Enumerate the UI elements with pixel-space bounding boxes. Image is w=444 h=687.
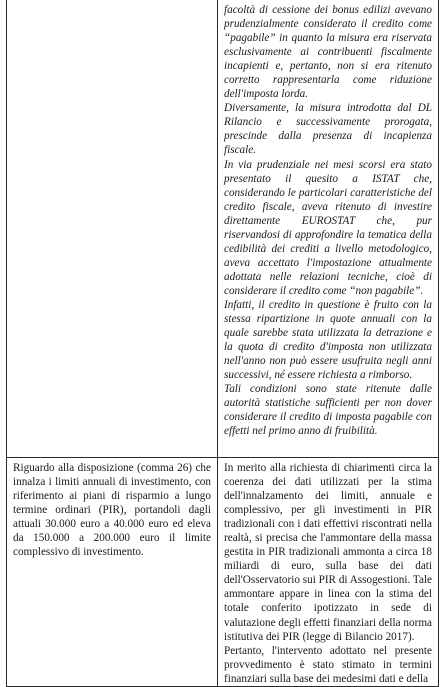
paragraph: Infatti, il credito in questione è fruito con la stessa ripartizione in quote annuali con la quale sarebbe stata utilizzata la detrazione e la quota di credito d'imposta non utilizzata nell'anno non può essere usufruita negli anni successivi, né essere richiesta a rimborso. (224, 298, 432, 382)
paragraph: Pertanto, l'intervento adottato nel presente provvedimento è stato stimato in termini finanziari sulla base dei medesimi dati e della (224, 644, 432, 685)
document-table (6, 0, 439, 687)
table-cell-left (7, 458, 218, 687)
cell-text: Riguardo alla disposizione (comma 26) che innalza i limiti annuali di investimento, con riferimento ai piani di risparmio a lungo termine ordinari (PIR), portandoli dagli attuali 30.000 euro a 40.000 euro ed eleva da 150.000 a 200.000 euro il limite complessivo di investimento. (13, 462, 211, 559)
table-row (7, 458, 439, 687)
table-cell-right (218, 458, 439, 687)
paragraph: Diversamente, la misura introdotta dal DL Rilancio e successivamente prorogata, prescinde dalla presenza di incapienza fiscale. (224, 102, 432, 157)
table-cell-right (218, 0, 439, 458)
table-cell-left (7, 0, 218, 458)
paragraph: In via prudenziale nei mesi scorsi era stato presentato il quesito a ISTAT che, considerando le particolari caratteristiche del credito fiscale, aveva ritenuto di investire direttamente EUROSTAT che, pur riservandosi di approfondire la tematica della cedibilità dei crediti a livello metodologico, aveva accettato l'impostazione attualmente adottata nelle relazioni tecniche, cioè di considerare il credito come “non pagabile”. (224, 158, 432, 297)
paragraph: Tali condizioni sono state ritenute dalle autorità statistiche sufficienti per non dover considerare il credito di imposta pagabile con effetti nel primo anno di fruibilità. (224, 383, 432, 438)
table-row (7, 0, 439, 458)
paragraph: facoltà di cessione dei bonus edilizi avevano prudenzialmente considerato il credito come “pagabile” in quanto la misura era riservata esclusivamente ai contribuenti fiscalmente incapienti e, pertanto, non si era ritenuto corretto rappresentarla come riduzione dell'imposta lorda. (224, 4, 432, 101)
paragraph: In merito alla richiesta di chiarimenti circa la coerenza dei dati utilizzati per la stima dell'innalzamento dei limiti, annuale e complessivo, per gli investimenti in PIR tradizionali con i dati effettivi riscontrati nella realtà, si precisa che l'ammontare della massa gestita in PIR tradizionali ammonta a circa 18 miliardi di euro, sulla base dei dati dell'Osservatorio sui PIR di Assogestioni. Tale ammontare appare in linea con la stima del totale conferito ipotizzato in sede di valutazione degli effetti finanziari della norma istitutiva dei PIR (legge di Bilancio 2017). (224, 462, 432, 643)
